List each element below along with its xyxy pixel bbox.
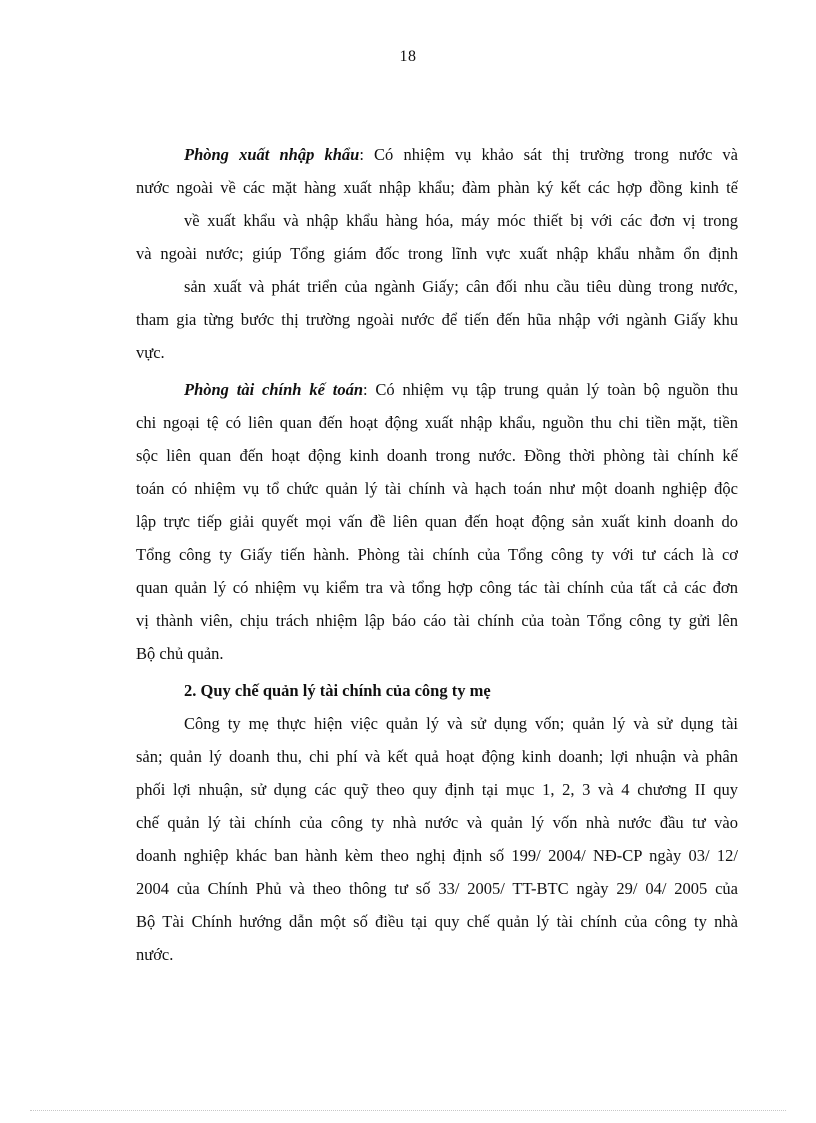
- text-line: [136, 373, 738, 406]
- text-line: tham gia từng bước thị trường ngoài nước để tiến đến hũa nhập với ngành Giấy khu: [136, 310, 738, 329]
- text-line: lập trực tiếp giải quyết mọi vấn đề liên quan đến hoạt động sản xuất kinh doanh do: [136, 512, 738, 531]
- page-content: [136, 138, 738, 971]
- text-line: sộc liên quan đến hoạt động kinh doanh trong nước. Đồng thời phòng tài chính kế: [136, 446, 738, 465]
- text-line: Bộ Tài Chính hướng dẫn một số điều tại quy chế quản lý tài chính của công ty nhà: [136, 912, 738, 931]
- department-label: Phòng tài chính kế toán: [184, 380, 363, 399]
- text-line: chi ngoại tệ có liên quan đến hoạt động xuất nhập khẩu, nguồn thu chi tiền mặt, tiền: [136, 413, 738, 432]
- text-segment: : Có nhiệm vụ khảo sát thị trường trong nước và: [359, 145, 738, 164]
- paragraph-import-export-department: [136, 138, 738, 369]
- text-line: Công ty mẹ thực hiện việc quản lý và sử dụng vốn; quản lý và sử dụng tài: [184, 714, 738, 733]
- page-number: 18: [399, 48, 417, 65]
- footer-dotted-rule: [30, 1110, 786, 1111]
- text-segment: : Có nhiệm vụ tập trung quản lý toàn bộ nguồn thu: [363, 380, 738, 399]
- text-line: nước.: [136, 945, 174, 964]
- text-line: Tổng công ty Giấy tiến hành. Phòng tài chính của Tổng công ty với tư cách là cơ: [136, 545, 738, 564]
- text-line: và ngoài nước; giúp Tổng giám đốc trong lĩnh vực xuất nhập khẩu nhằm ổn định: [136, 244, 738, 263]
- text-line: toán có nhiệm vụ tổ chức quản lý tài chính và hạch toán như một doanh nghiệp độc: [136, 479, 738, 498]
- text-line: 2004 của Chính Phủ và theo thông tư số 33/ 2005/ TT-BTC ngày 29/ 04/ 2005 của: [136, 879, 738, 898]
- text-line: phối lợi nhuận, sử dụng các quỹ theo quy định tại mục 1, 2, 3 và 4 chương II quy: [136, 780, 738, 799]
- department-label: Phòng xuất nhập khẩu: [184, 145, 360, 164]
- section-financial-regulation: [136, 674, 738, 971]
- section-heading: 2. Quy chế quản lý tài chính của công ty mẹ: [184, 681, 491, 700]
- text-line: sản; quản lý doanh thu, chi phí và kết quả hoạt động kinh doanh; lợi nhuận và phân: [136, 747, 738, 766]
- text-line: chế quản lý tài chính của công ty nhà nước và quản lý vốn nhà nước đầu tư vào: [136, 813, 738, 832]
- text-line: [136, 138, 738, 171]
- text-line: quan quản lý có nhiệm vụ kiểm tra và tổng hợp công tác tài chính của tất cả các đơn: [136, 578, 738, 597]
- paragraph-finance-accounting-department: [136, 373, 738, 670]
- text-line: nước ngoài về các mặt hàng xuất nhập khẩu; đàm phàn ký kết các hợp đồng kinh tế: [136, 178, 738, 197]
- text-line: doanh nghiệp khác ban hành kèm theo nghị định số 199/ 2004/ NĐ-CP ngày 03/ 12/: [136, 846, 738, 865]
- text-line: về xuất khẩu và nhập khẩu hàng hóa, máy móc thiết bị với các đơn vị trong: [184, 211, 738, 230]
- text-line: vị thành viên, chịu trách nhiệm lập báo cáo tài chính của toàn Tổng công ty gửi lên: [136, 611, 738, 630]
- text-line: Bộ chủ quản.: [136, 644, 224, 663]
- text-line: sản xuất và phát triển của ngành Giấy; cân đối nhu cầu tiêu dùng trong nước,: [184, 277, 738, 296]
- text-line: vực.: [136, 343, 165, 362]
